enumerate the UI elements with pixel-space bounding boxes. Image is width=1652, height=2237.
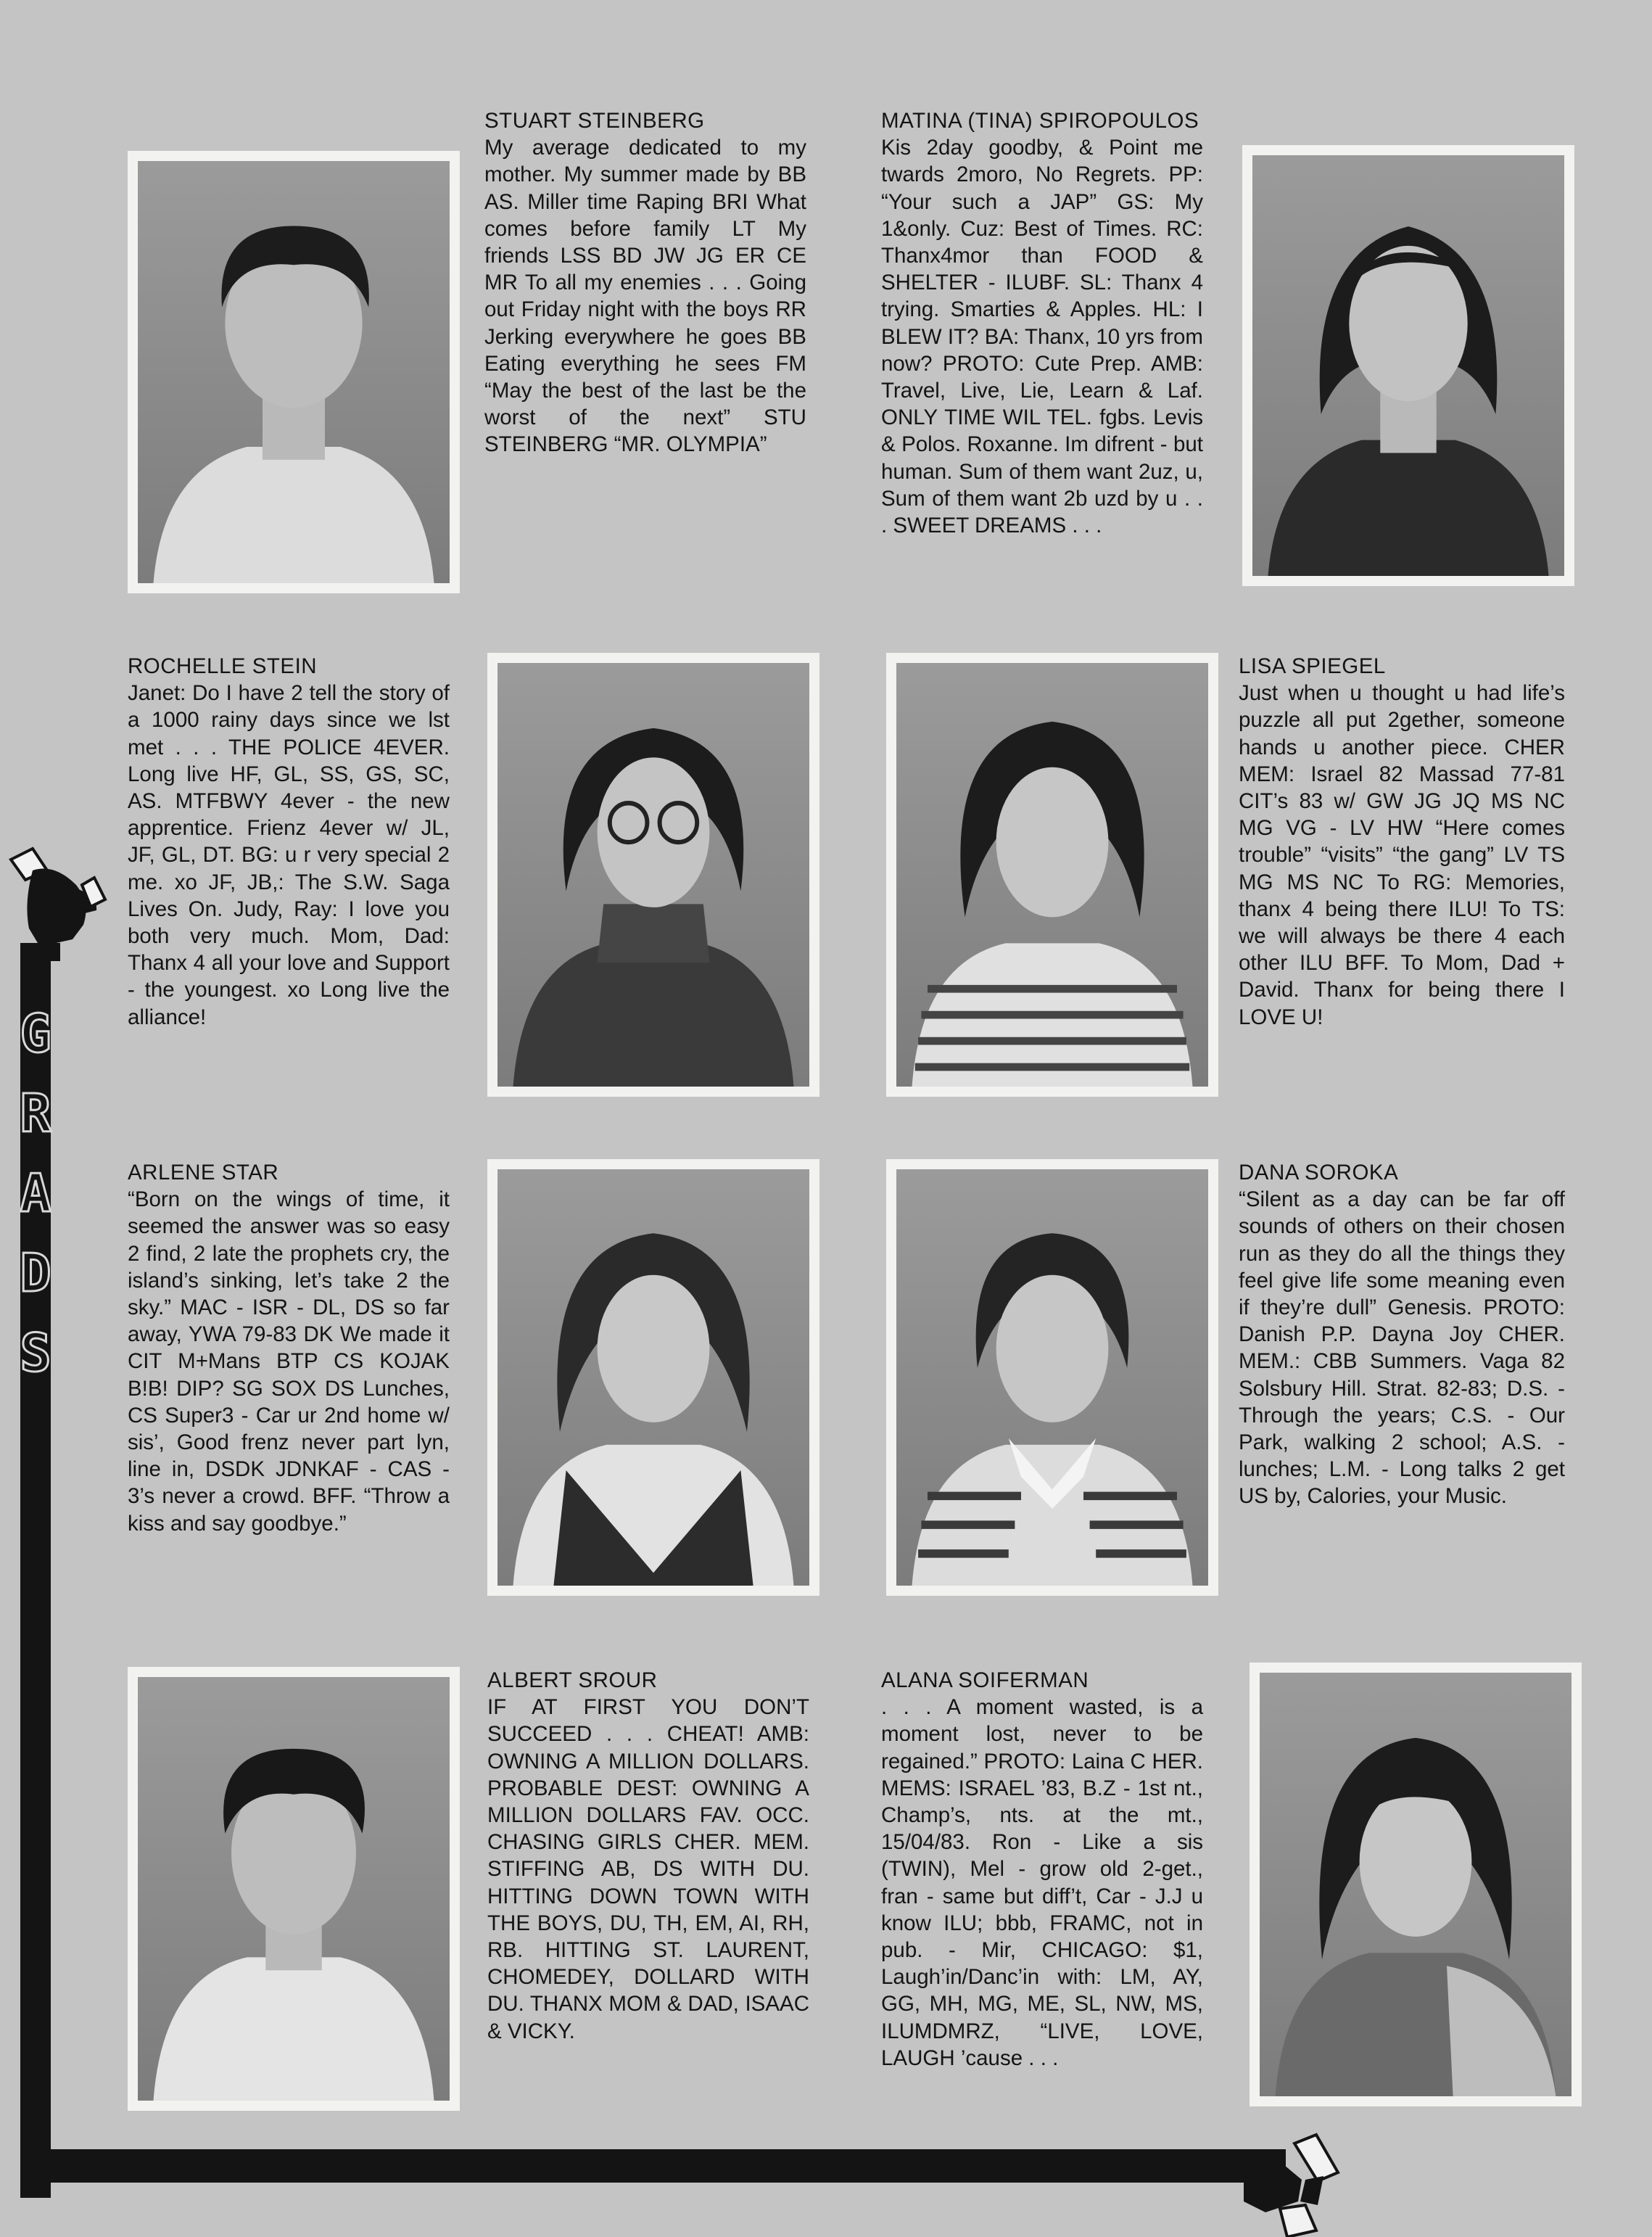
student-entry-dana-soroka (1239, 1159, 1565, 1510)
student-name: ARLENE STAR (128, 1161, 279, 1185)
student-photo-dana-soroka (886, 1159, 1218, 1596)
student-entry-lisa-spiegel (1239, 653, 1565, 1031)
student-name: ALBERT SROUR (487, 1668, 658, 1692)
torch-hand-icon (4, 845, 112, 961)
student-entry-alana-soiferman (881, 1667, 1203, 2072)
student-bio: Kis 2day goodby, & Point me twards 2moro, No Regrets. PP: “Your such a JAP” GS: My 1&only. Cuz: Best of Times. RC: Thanx4mor than FOOD & SHELTER - ILUBF. SL: Thanx 4 trying. Smarties & Apples. HL: I BLEW IT? BA: Thanx, 10 yrs from now? PROTO: Cute Prep. AMB: Travel, Live, Lie, Learn & Laf. ONLY TIME WIL TEL. fgbs. Levis & Polos. Roxanne. Im difrent - but human. Sum of them want 2uz, u, Sum of them want 2b uzd by u . . . SWEET DREAMS . . . (881, 136, 1203, 538)
bottom-bar (20, 2149, 1286, 2183)
section-letter: D (20, 1243, 51, 1303)
student-entry-albert-srour (487, 1667, 809, 2045)
student-bio: “Silent as a day can be far off sounds of others on their chosen run as they do all the things they feel give life some meaning even if they’re dull” Genesis. PROTO: Danish P.P. Dayna Joy CHER. MEM.: CBB Summers. Vaga 82 Solsbury Hill. Strat. 82-83; D.S. - Through the years; C.S. - Our Park, walking 2 school; A.S. - lunches; L.M. - Long talks 2 get US by, Calories, your Music. (1239, 1187, 1565, 1509)
student-entry-stuart-steinberg (484, 107, 806, 458)
student-photo-stuart-steinberg (128, 151, 460, 593)
section-letter: S (20, 1322, 51, 1383)
student-photo-arlene-star (487, 1159, 819, 1596)
section-letter: R (20, 1083, 51, 1144)
student-name: STUART STEINBERG (484, 109, 705, 133)
student-photo-lisa-spiegel (886, 653, 1218, 1097)
section-letter: G (20, 1003, 51, 1064)
student-bio: . . . A moment wasted, is a moment lost, never to be regained.” PROTO: Laina C HER. MEMS: ISRAEL ’83, B.Z - 1st nt., Champ’s, nts. at the mt., 15/04/83. Ron - Like a sis (TWIN), Mel - grow old 2-get., fran - same but diff’t, Car - J.J u know ILU; bbb, FRAMC, not in pub. - Mir, CHICAGO: $1, Laugh’in/Danc’in with: LM, AY, GG, MH, MG, ME, SL, NW, MS, ILUMDMRZ, “LIVE, LOVE, LAUGH ’cause . . . (881, 1695, 1203, 2070)
student-name: MATINA (TINA) SPIROPOULOS (881, 109, 1199, 133)
student-bio: “Born on the wings of time, it seemed the answer was so easy 2 find, 2 late the prophets cry, the island’s sinking, let’s take 2 the sky.” MAC - ISR - DL, DS so far away, YWA 79-83 DK We made it CIT M+Mans BTP CS KOJAK B!B! DIP? SG SOX DS Lunches, CS Super3 - Car ur 2nd home w/ sis’, Good frenz never part lyn, line in, DSDK JDNKAF - CAS - 3’s never a crowd. BFF. “Throw a kiss and say goodbye.” (128, 1187, 450, 1536)
student-photo-rochelle-stein (487, 653, 819, 1097)
student-entry-rochelle-stein (128, 653, 450, 1031)
student-entry-matina-spiropoulos (881, 107, 1203, 539)
student-photo-albert-srour (128, 1667, 460, 2111)
student-name: ROCHELLE STEIN (128, 654, 318, 678)
student-name: ALANA SOIFERMAN (881, 1668, 1089, 1692)
student-entry-arlene-star (128, 1159, 450, 1537)
student-bio: IF AT FIRST YOU DON’T SUCCEED . . . CHEAT! AMB: OWNING A MILLION DOLLARS. PROBABLE DEST: OWNING A MILLION DOLLARS FAV. OCC. CHASING GIRLS CHER. MEM. STIFFING AB, DS WITH DU. HITTING DOWN TOWN WITH THE BOYS, DU, TH, EM, AI, RH, RB. HITTING ST. LAURENT, CHOMEDEY, DOLLARD WITH DU. THANX MOM & DAD, ISAAC & VICKY. (487, 1695, 809, 2043)
section-label-grads (20, 994, 51, 1385)
torch-hand-icon (1236, 2129, 1352, 2237)
student-bio: Just when u thought u had life’s puzzle all put 2gether, someone hands u another piece. CHER MEM: Israel 82 Massad 77-81 CIT’s 83 w/ GW JG JQ MS NC MG VG - LV HW “Here comes trouble” “visits” “the gang” LV TS MG MS NC To RG: Memories, thanx 4 being there ILU! To TS: we will always be there 4 each other ILU BFF. To Mom, Dad + David. Thanx for being there I LOVE U! (1239, 681, 1565, 1029)
student-photo-alana-soiferman (1250, 1663, 1582, 2106)
student-name: LISA SPIEGEL (1239, 654, 1386, 678)
student-name: DANA SOROKA (1239, 1161, 1399, 1185)
section-letter: A (20, 1163, 51, 1224)
student-bio: My average dedicated to my mother. My summer made by BB AS. Miller time Raping BRI What comes before family LT My friends LSS BD JW JG ER CE MR To all my enemies . . . Going out Friday night with the boys RR Jerking everywhere he goes BB Eating everything he sees FM “May the best of the last be the worst of the next” STU STEINBERG “MR. OLYMPIA” (484, 136, 806, 457)
student-photo-matina-spiropoulos (1242, 145, 1574, 586)
student-bio: Janet: Do I have 2 tell the story of a 1000 rainy days since we lst met . . . THE POLICE 4EVER. Long live HF, GL, SS, GS, SC, AS. MTFBWY 4ever - the new apprentice. Frienz 4ever w/ JL, JF, GL, DT. BG: u r very special 2 me. xo JF, JB,: The S.W. Saga Lives On. Judy, Ray: I love you both very much. Mom, Dad: Thanx 4 all your love and Support - the youngest. xo Long live the alliance! (128, 681, 450, 1029)
